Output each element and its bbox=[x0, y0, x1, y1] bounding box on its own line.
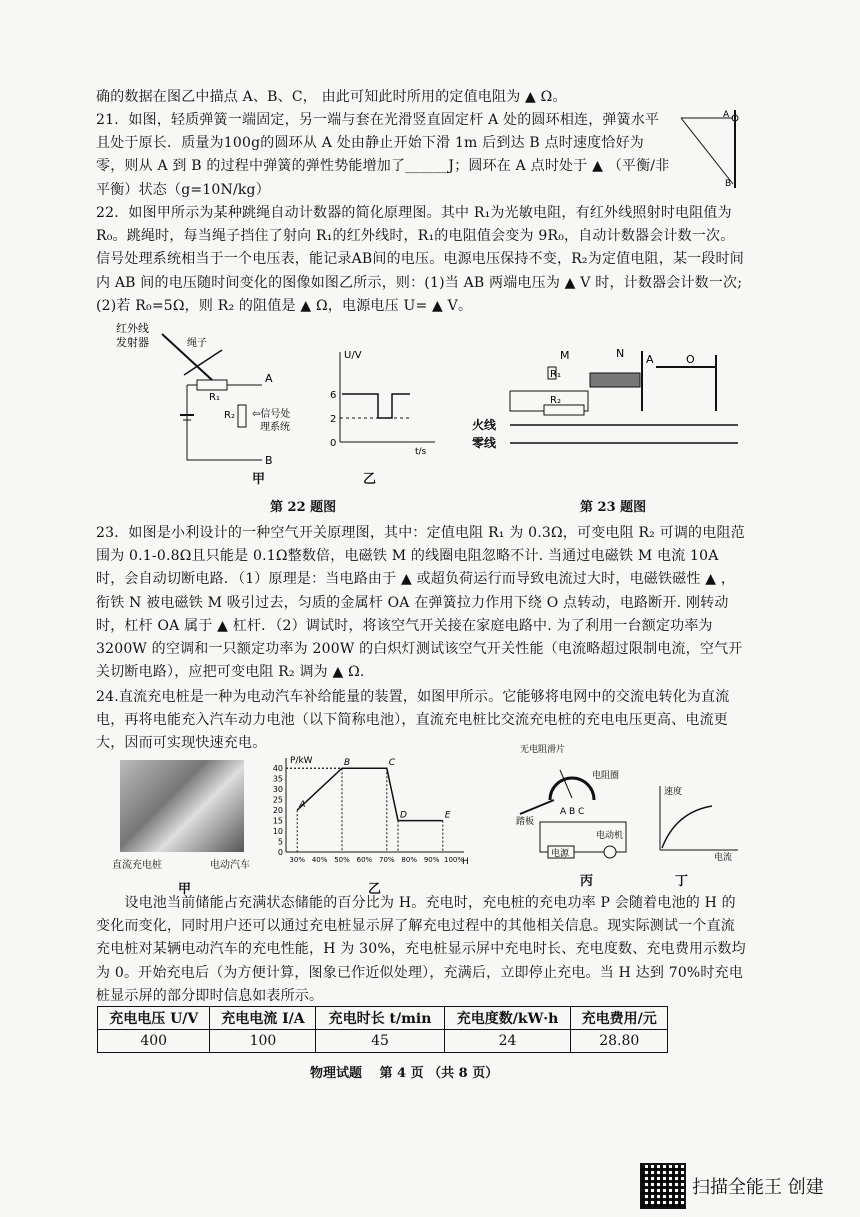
table-cell: 400 bbox=[98, 1030, 210, 1053]
x-tick-label: 60% bbox=[356, 856, 373, 864]
motor-label: 电动机 bbox=[596, 831, 624, 841]
pedal bbox=[520, 800, 554, 814]
caption-24-jia: 甲 bbox=[178, 882, 192, 897]
qr-code-icon bbox=[640, 1163, 686, 1209]
slider-arm bbox=[560, 770, 572, 798]
q21-spring-figure bbox=[675, 108, 755, 190]
speed-label: 速度 bbox=[664, 787, 683, 797]
table-header: 充电时长 t/min bbox=[316, 1007, 444, 1030]
label-b: B bbox=[265, 454, 273, 467]
paragraph-24-body: 设电池当前储能占充满状态储能的百分比为 H。充电时，充电桩的充电功率 P 会随着电池的 H 的变化而变化，同时用户还可以通过充电桩显示屏了解充电过程中的其他相关信息。现实际测试一个直流充电桩对某辆电动汽车的充电性能，H 为 30%，充电桩显示屏中充电时长、充电度数、充电费用示数均为 0。开始充电后（为方便计算，图象已作近似处理），充满后，立即停止充电。当 H 达到 70%时充电桩显示屏的部分即时信息如表所示。 bbox=[96, 895, 746, 1004]
r2-label: R₂ bbox=[224, 410, 235, 421]
question-23: 23．如图是小利设计的一种空气开关原理图，其中：定值电阻 R₁ 为 0.3Ω，可变电阻 R₂ 可调的电阻范围为 0.1-0.8Ω且只能是 0.1Ω整数倍，电磁铁 M 的线圈电阻忽略不计. 当通过电磁铁 M 电流 10A 时，会自动切断电路．（1）原理是：当电路由于 ▲ 或超负荷运行而导致电流过大时，电磁铁磁性 ▲ ，衔铁 N 被电磁铁 M 吸引过去，匀质的金属杆 OA 在弹簧拉力作用下绕 O 点转动，电路断开. 刚转动时，杠杆 OA 属于 ▲ 杠杆．（2）调试时，将该空气开关接在家庭电路中. 为了利用一台额定功率为 3200W 的空调和一只额定功率为 200W 的白炽灯测试该空气开关性能（电流略超过限制电流，空气开关切断电路），应把可变电阻 R₂ 调为 ▲ Ω. bbox=[96, 525, 745, 681]
car-label: 电动汽车 bbox=[210, 860, 250, 871]
x-tick-label: 90% bbox=[423, 856, 440, 864]
slider-label: 无电阻滑片 bbox=[520, 745, 566, 755]
caption-fig23: 第 23 题图 bbox=[580, 500, 647, 515]
r2-resistor bbox=[544, 405, 584, 415]
wire-bottom bbox=[187, 385, 262, 460]
current-label: 电流 bbox=[714, 853, 733, 862]
wire bbox=[510, 391, 588, 411]
motor-symbol bbox=[604, 846, 616, 858]
caption-ding: 丁 bbox=[675, 874, 689, 889]
power-chart bbox=[258, 756, 476, 868]
power-curve bbox=[297, 768, 398, 820]
point-label: D bbox=[400, 810, 407, 821]
x-tick-label: 50% bbox=[334, 856, 350, 864]
fig23-switch-circuit bbox=[470, 345, 740, 455]
caption-bing: 丙 bbox=[580, 874, 594, 889]
r1-label: R₁ bbox=[550, 369, 561, 380]
pile-label: 直流充电桩 bbox=[112, 860, 162, 871]
voltage-trace bbox=[342, 394, 410, 418]
spring-stretched bbox=[681, 118, 733, 184]
scanner-watermark bbox=[640, 1163, 824, 1209]
x-tick-label: 40% bbox=[311, 856, 328, 864]
y-tick-label: 35 bbox=[272, 774, 283, 784]
label-a: A bbox=[265, 372, 273, 385]
y-tick-label: 5 bbox=[277, 837, 283, 847]
point-label: A bbox=[299, 800, 306, 811]
point-label: E bbox=[444, 810, 451, 821]
abc-label: A B C bbox=[560, 807, 585, 817]
question-24: 24.直流充电桩是一种为电动汽车补给能量的装置，如图甲所示。它能够将电网中的交流电转化为直流电，再将电能充入汽车动力电池（以下简称电池），直流充电桩比交流充电桩的充电电压更高、电流更大，因而可实现快速充电。 bbox=[96, 689, 730, 752]
signal-label-2: 理系统 bbox=[260, 422, 290, 433]
y-tick-label: 15 bbox=[272, 816, 283, 826]
charging-info-table bbox=[97, 1006, 668, 1053]
x-axis-label: H bbox=[462, 857, 469, 867]
r2-resistor bbox=[238, 405, 246, 427]
table-cell: 24 bbox=[444, 1030, 571, 1053]
table-header-row bbox=[98, 1007, 668, 1030]
x-tick-label: 100% bbox=[443, 856, 465, 864]
x-tick-label: 80% bbox=[401, 856, 417, 864]
charging-pile-photo bbox=[120, 760, 244, 852]
question-21: 21．如图，轻质弹簧一端固定，另一端与套在光滑竖直固定杆 A 处的圆环相连，弹簧水平且处于原长．质量为100g的圆环从 A 处由静止开始下滑 1m 后到达 B 点时速度恰好为零，则从 A 到 B 的过程中弹簧的弹性势能增加了______J；圆环在 A 点时处于 ▲ （平衡/非平衡）状态（g=10N/kg） bbox=[96, 112, 670, 198]
table-header: 充电费用/元 bbox=[571, 1007, 668, 1030]
tick-2: 2 bbox=[330, 414, 337, 425]
table-header: 充电度数/kW·h bbox=[444, 1007, 571, 1030]
o-label: O bbox=[686, 353, 695, 366]
y-tick-label: 40 bbox=[272, 764, 283, 774]
y-tick-label: 0 bbox=[277, 848, 283, 857]
question-22: 22．如图甲所示为某种跳绳自动计数器的简化原理图。其中 R₁为光敏电阻，有红外线照射时电阻值为 R₀。跳绳时，每当绳子挡住了射向 R₁的红外线时，R₁的电阻值会变为 9R₀，自动计数器会计数一次。信号处理系统相当于一个电压表，能记录AB间的电压。电源电压保持不变，R₂为定值电阻，某一段时间内 AB 间的电压随时间变化的图像如图乙所示，则：(1)当 AB 两端电压为 ▲ V 时，计数器会计数一次;(2)若 R₀=5Ω，则 R₂ 的阻值是 ▲ Ω，电源电压 U= ▲ V。 bbox=[96, 205, 744, 314]
tick-6: 6 bbox=[330, 390, 337, 401]
source-label: 电源 bbox=[551, 849, 570, 859]
point-label: B bbox=[344, 758, 351, 769]
caption-yi: 乙 bbox=[363, 472, 377, 487]
x-tick-label: 70% bbox=[379, 856, 395, 864]
pedal-label: 踏板 bbox=[516, 817, 535, 827]
paragraph-intro: 确的数据在图乙中描点 A、B、C， 由此可知此时所用的定值电阻为 ▲ Ω。 bbox=[96, 89, 567, 105]
caption-fig22: 第 22 题图 bbox=[270, 500, 337, 515]
scanner-text: 扫描全能王 创建 bbox=[692, 1177, 824, 1198]
fire-label: 火线 bbox=[472, 418, 497, 432]
emitter-label: 红外线 bbox=[116, 322, 149, 335]
y-tick-label: 10 bbox=[272, 827, 283, 837]
r1-label: R₁ bbox=[209, 392, 220, 403]
rope-label: 绳子 bbox=[187, 338, 207, 349]
fig24-bing-circuit bbox=[510, 742, 650, 862]
caption-jia: 甲 bbox=[252, 472, 266, 487]
speed-curve bbox=[662, 806, 712, 848]
y-tick-label: 25 bbox=[272, 795, 283, 805]
fig24-ding-graph bbox=[652, 782, 742, 862]
table-cell: 28.80 bbox=[571, 1030, 668, 1053]
tick-0: 0 bbox=[330, 438, 337, 449]
signal-label: ⇦信号处 bbox=[252, 409, 291, 420]
table-header: 充电电流 I/A bbox=[210, 1007, 316, 1030]
emitter-label-2: 发射器 bbox=[116, 336, 149, 349]
page-footer: 物理试题 第 4 页 （共 8 页） bbox=[310, 1066, 499, 1081]
label-b: B bbox=[725, 179, 732, 189]
x-tick-label: 30% bbox=[289, 856, 305, 864]
table-cell: 100 bbox=[210, 1030, 316, 1053]
zero-label: 零线 bbox=[472, 436, 497, 450]
y-axis-label: P/kW bbox=[290, 756, 313, 766]
fig22-yi-graph bbox=[330, 342, 440, 457]
electromagnet-coil bbox=[590, 373, 640, 387]
resistor-coil bbox=[550, 778, 594, 800]
t-axis-label: t/s bbox=[415, 447, 427, 457]
table-row bbox=[98, 1030, 668, 1053]
r1-resistor bbox=[197, 380, 227, 390]
label-a: A bbox=[723, 110, 730, 120]
table-cell: 45 bbox=[316, 1030, 444, 1053]
coil-label: 电阻圈 bbox=[592, 771, 620, 781]
m-label: M bbox=[560, 349, 570, 362]
table-header: 充电电压 U/V bbox=[98, 1007, 210, 1030]
wire-2 bbox=[510, 391, 544, 411]
y-tick-label: 20 bbox=[272, 806, 283, 816]
y-tick-label: 30 bbox=[272, 785, 283, 795]
point-label: C bbox=[388, 758, 396, 769]
fig22-jia-circuit bbox=[112, 320, 302, 480]
u-axis-label: U/V bbox=[344, 350, 362, 361]
r2-label: R₂ bbox=[550, 395, 561, 406]
n-label: N bbox=[616, 347, 625, 360]
a-label: A bbox=[646, 353, 654, 366]
caption-24-yi: 乙 bbox=[368, 882, 382, 897]
